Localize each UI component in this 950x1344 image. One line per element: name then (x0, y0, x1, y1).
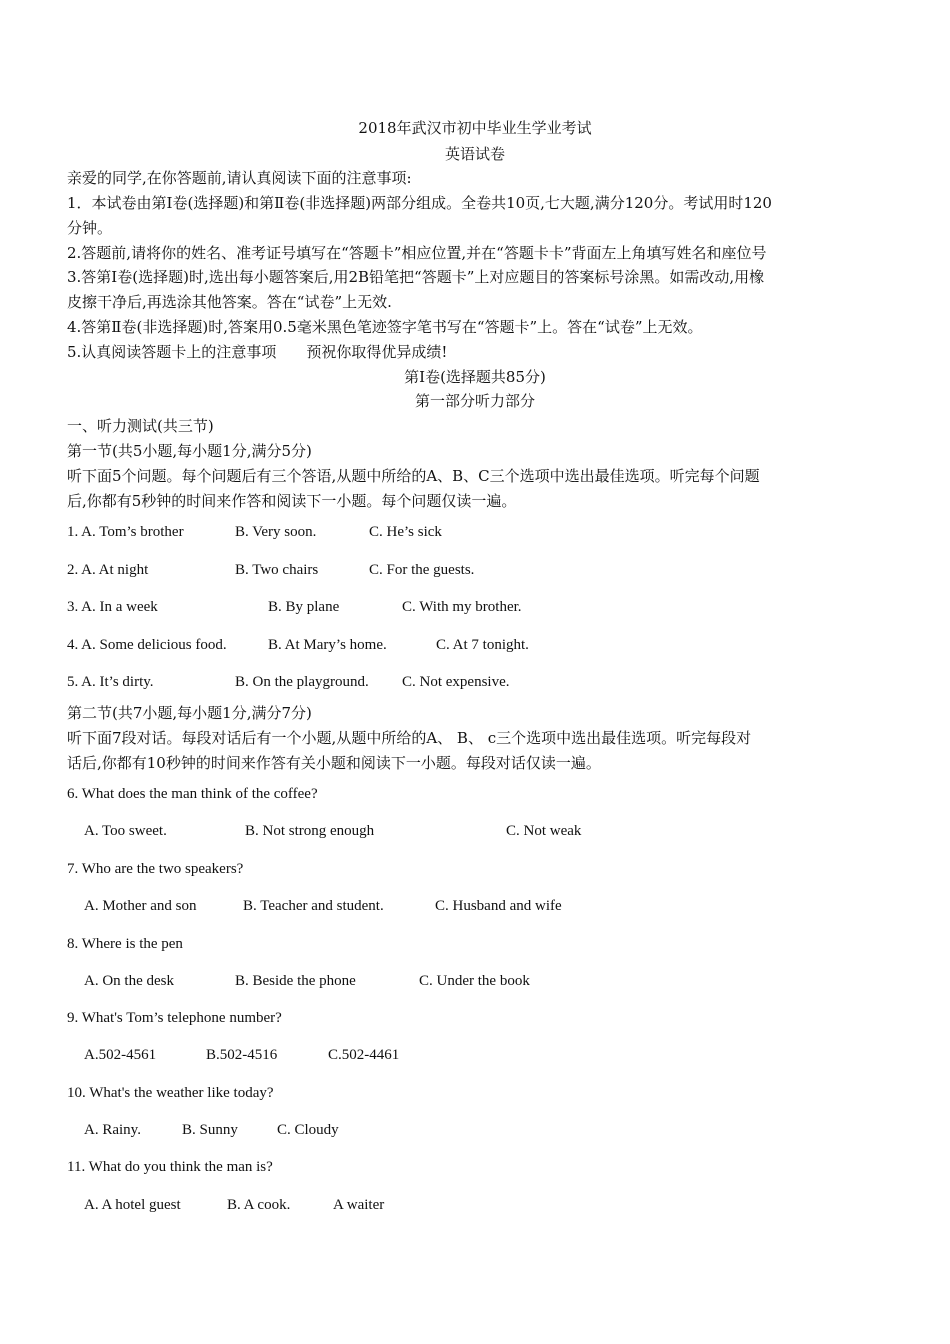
instruction-1-line2: 分钟。 (67, 219, 113, 237)
part1-title: 第Ⅰ卷(选择题共85分) (404, 368, 546, 386)
option-b: B. At Mary’s home. (268, 637, 387, 653)
question-text: 10. What's the weather like today? (67, 1085, 274, 1101)
option-b: B. Teacher and student. (243, 898, 384, 914)
option-c: C. Not expensive. (402, 674, 510, 690)
option-a: A. Mother and son (84, 898, 197, 914)
option-a: 3. A. In a week (67, 599, 158, 615)
part1-section-title: 第一部分听力部分 (414, 392, 535, 410)
instruction-3-line2: 皮擦干净后,再选涂其他答案。答在“试卷”上无效. (67, 293, 392, 311)
question-text: 6. What does the man think of the coffee? (67, 786, 318, 802)
instruction-1-line1: 1．本试卷由第Ⅰ卷(选择题)和第Ⅱ卷(非选择题)两部分组成。全卷共10页,七大题,满分120分。考试用时120 (67, 194, 772, 212)
option-a: A. On the desk (84, 973, 174, 989)
listening-heading: 一、听力测试(共三节) (67, 417, 214, 435)
section1-desc-line1: 听下面5个问题。每个问题后有三个答语,从题中所给的A、B、C三个选项中选出最佳选项。听完每个问题 (67, 467, 760, 485)
option-a: 4. A. Some delicious food. (67, 637, 227, 653)
instructions-greeting: 亲爱的同学,在你答题前,请认真阅读下面的注意事项: (67, 169, 412, 187)
option-c: C. Under the book (419, 973, 530, 989)
option-a: A.502-4561 (84, 1047, 157, 1063)
section2-title: 第二节(共7小题,每小题1分,满分7分) (67, 704, 312, 722)
option-a: A. Too sweet. (84, 823, 167, 839)
option-a: A. Rainy. (84, 1122, 141, 1138)
option-a: 1. A. Tom’s brother (67, 524, 184, 540)
instruction-2: 2.答题前,请将你的姓名、准考证号填写在“答题卡”相应位置,并在“答题卡卡”背面左上角填写姓名和座位号 (67, 244, 767, 262)
section1-title: 第一节(共5小题,每小题1分,满分5分) (67, 442, 312, 460)
option-b: B. On the playground. (235, 674, 369, 690)
section2-desc-line1: 听下面7段对话。每段对话后有一个小题,从题中所给的A、 B、 c三个选项中选出最佳选项。听完每段对 (67, 729, 752, 747)
section1-desc-line2: 后,你都有5秒钟的时间来作答和阅读下一小题。每个问题仅读一遍。 (67, 492, 517, 510)
option-c: C. For the guests. (369, 562, 475, 578)
option-c: C. Not weak (506, 823, 582, 839)
option-c: A waiter (333, 1197, 385, 1213)
option-b: B. By plane (268, 599, 340, 615)
option-b: B. Very soon. (235, 524, 317, 540)
option-c: C. With my brother. (402, 599, 522, 615)
option-b: B. Two chairs (235, 562, 319, 578)
option-b: B. A cook. (227, 1197, 291, 1213)
option-a: 5. A. It’s dirty. (67, 674, 154, 690)
option-c: C. At 7 tonight. (436, 637, 529, 653)
instruction-4: 4.答第Ⅱ卷(非选择题)时,答案用0.5毫米黑色笔迹签字笔书写在“答题卡”上。答在“试卷”上无效。 (67, 318, 703, 336)
option-c: C. Husband and wife (435, 898, 562, 914)
option-b: B. Sunny (182, 1122, 238, 1138)
option-a: A. A hotel guest (84, 1197, 181, 1213)
exam-title: 2018年武汉市初中毕业生学业考试 (358, 119, 592, 137)
instruction-3-line1: 3.答第Ⅰ卷(选择题)时,选出每小题答案后,用2B铅笔把“答题卡”上对应题目的答案标号涂黑。如需改动,用橡 (67, 268, 765, 286)
question-text: 11. What do you think the man is? (67, 1159, 273, 1175)
option-b: B. Not strong enough (245, 823, 375, 839)
option-b: B. Beside the phone (235, 973, 356, 989)
question-text: 8. Where is the pen (67, 936, 183, 952)
question-text: 7. Who are the two speakers? (67, 861, 244, 877)
option-c: C. He’s sick (369, 524, 442, 540)
question-text: 9. What's Tom’s telephone number? (67, 1010, 282, 1026)
option-c: C. Cloudy (277, 1122, 339, 1138)
instruction-5: 5.认真阅读答题卡上的注意事项 预祝你取得优异成绩! (67, 343, 448, 361)
option-b: B.502-4516 (206, 1047, 278, 1063)
exam-subtitle: 英语试卷 (444, 145, 505, 163)
option-c: C.502-4461 (328, 1047, 400, 1063)
option-a: 2. A. At night (67, 562, 149, 578)
section2-desc-line2: 话后,你都有10秒钟的时间来作答有关小题和阅读下一小题。每段对话仅读一遍。 (67, 754, 601, 772)
